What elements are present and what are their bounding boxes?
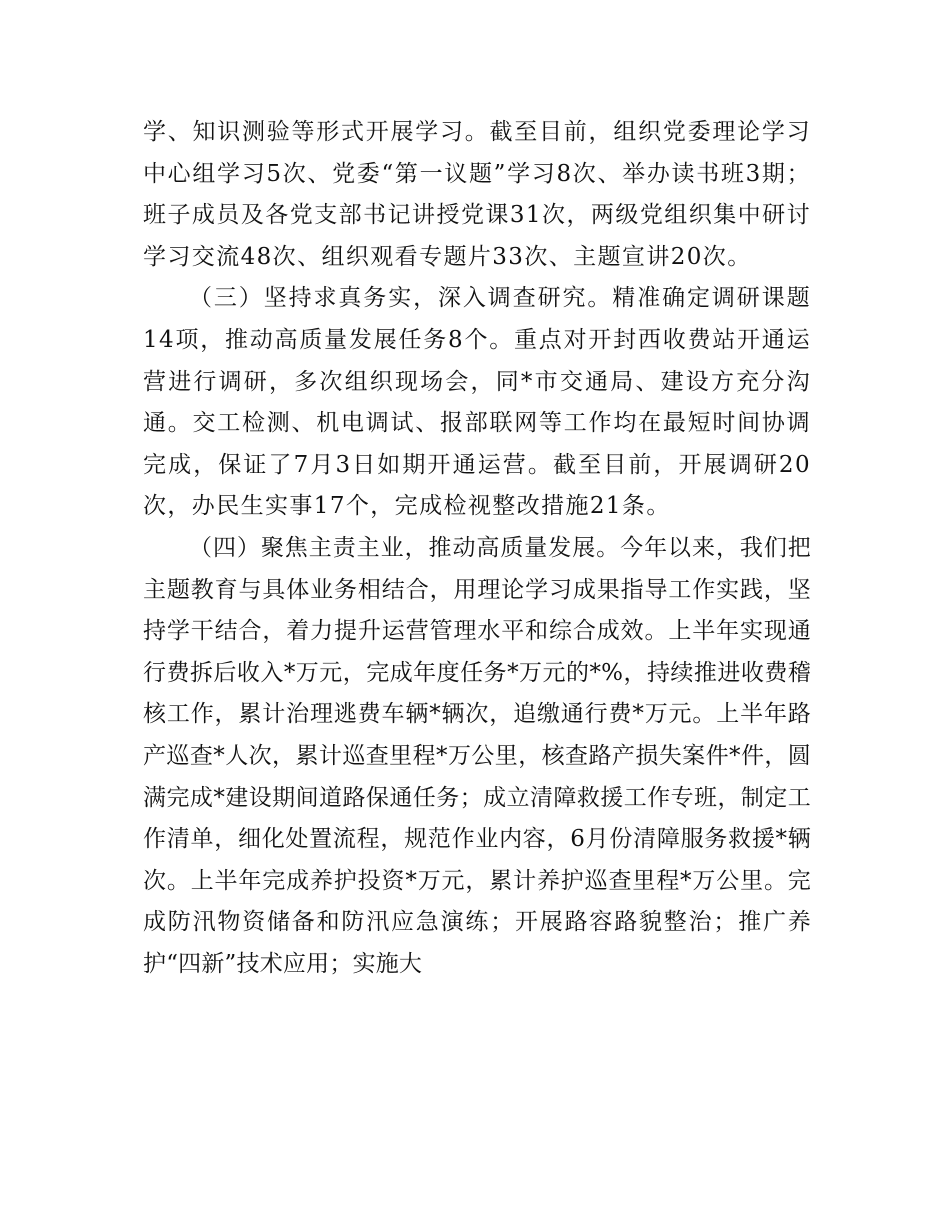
- paragraph-investigation-research: （三）坚持求真务实，深入调查研究。精准确定调研课题14项，推动高质量发展任务8个。重点对开封西收费站开通运营进行调研，多次组织现场会，同*市交通局、建设方充分沟通。交工检测、机电调试、报部联网等工作均在最短时间协调完成，保证了7月3日如期开通运营。截至目前，开展调研20次，办民生实事17个，完成检视整改措施21条。: [143, 285, 811, 520]
- paragraph-study-summary: 学、知识测验等形式开展学习。截至目前，组织党委理论学习中心组学习5次、党委“第一议题”学习8次、举办读书班3期；班子成员及各党支部书记讲授党课31次，两级党组织集中研讨学习交流48次、组织观看专题片33次、主题宣讲20次。: [143, 119, 811, 270]
- document-body: [143, 112, 811, 985]
- paragraph-high-quality-development: （四）聚焦主责主业，推动高质量发展。今年以来，我们把主题教育与具体业务相结合，用理论学习成果指导工作实践，坚持学干结合，着力提升运营管理水平和综合成效。上半年实现通行费拆后收入*万元，完成年度任务*万元的*%，持续推进收费稽核工作，累计治理逃费车辆*辆次，追缴通行费*万元。上半年路产巡查*人次，累计巡查里程*万公里，核查路产损失案件*件，圆满完成*建设期间道路保通任务；成立清障救援工作专班，制定工作清单，细化处置流程，规范作业内容，6月份清障服务救援*辆次。上半年完成养护投资*万元，累计养护巡查里程*万公里。完成防汛物资储备和防汛应急演练；开展路容路貌整治；推广养护“四新”技术应用；实施大: [143, 534, 811, 977]
